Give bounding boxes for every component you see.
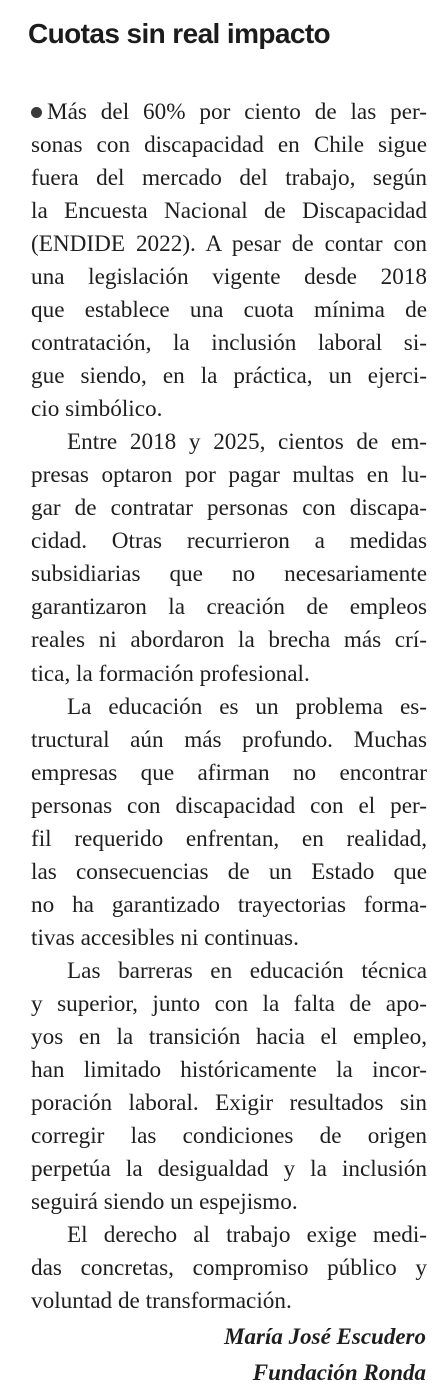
body-line: han limitado históricamente la incor- xyxy=(31,1056,427,1083)
body-line: gue siendo, en la práctica, un ejerci- xyxy=(31,363,427,390)
body-line: gar de contratar personas con discapa- xyxy=(31,495,427,522)
body-line: y superior, junto con la falta de apo- xyxy=(31,990,427,1017)
body-line: poración laboral. Exigir resultados sin xyxy=(31,1089,427,1116)
body-line: tica, la formación profesional. xyxy=(31,660,310,687)
body-line: voluntad de transformación. xyxy=(31,1288,292,1314)
body-line: garantizaron la creación de empleos xyxy=(31,594,427,621)
body-line: yos en la transición hacia el empleo, xyxy=(31,1023,427,1050)
body-line: corregir las condiciones de origen xyxy=(31,1122,427,1149)
bullet-icon xyxy=(31,107,42,118)
body-line: El derecho al trabajo exige medi- xyxy=(67,1221,427,1248)
body-line: sonas con discapacidad en Chile sigue xyxy=(31,132,427,158)
body-line: perpetúa la desigualdad y la inclusión xyxy=(31,1155,427,1182)
body-line: una legislación vigente desde 2018 xyxy=(31,264,427,291)
body-line: las consecuencias de un Estado que xyxy=(31,858,427,885)
article-headline: Cuotas sin real impacto xyxy=(28,18,331,49)
body-line: personas con discapacidad con el per- xyxy=(31,792,427,819)
body-line: no ha garantizado trayectorias forma- xyxy=(31,891,427,918)
body-line: la Encuesta Nacional de Discapacidad xyxy=(31,198,427,225)
body-line: fil requerido enfrentan, en realidad, xyxy=(31,825,427,852)
body-line: Entre 2018 y 2025, cientos de em- xyxy=(67,429,427,456)
body-line: subsidiarias que no necesariamente xyxy=(31,561,427,588)
body-line: que establece una cuota mínima de xyxy=(31,297,427,324)
body-line: La educación es un problema es- xyxy=(67,693,427,720)
body-line xyxy=(31,96,427,129)
author-name: María José Escudero xyxy=(224,1324,426,1349)
body-line: reales ni abordaron la brecha más crí- xyxy=(31,627,427,654)
body-line: das concretas, compromiso público y xyxy=(31,1254,427,1281)
body-line: contratación, la inclusión laboral si- xyxy=(31,330,427,357)
author-organization: Fundación Ronda xyxy=(252,1360,426,1385)
body-line: cidad. Otras recurrieron a medidas xyxy=(31,528,427,555)
body-line: tructural aún más profundo. Muchas xyxy=(31,726,427,753)
body-line: tivas accesibles ni continuas. xyxy=(31,924,299,951)
body-line: fuera del mercado del trabajo, según xyxy=(31,165,427,192)
body-line: (ENDIDE 2022). A pesar de contar con xyxy=(31,231,427,258)
body-line-text: Más del 60% por ciento de las per- xyxy=(47,99,427,125)
body-line: presas optaron por pagar multas en lu- xyxy=(31,462,427,489)
body-line: cio simbólico. xyxy=(31,396,163,423)
body-line: empresas que afirman no encontrar xyxy=(31,759,427,786)
body-line: Las barreras en educación técnica xyxy=(67,957,427,984)
body-line: seguirá siendo un espejismo. xyxy=(31,1188,298,1215)
